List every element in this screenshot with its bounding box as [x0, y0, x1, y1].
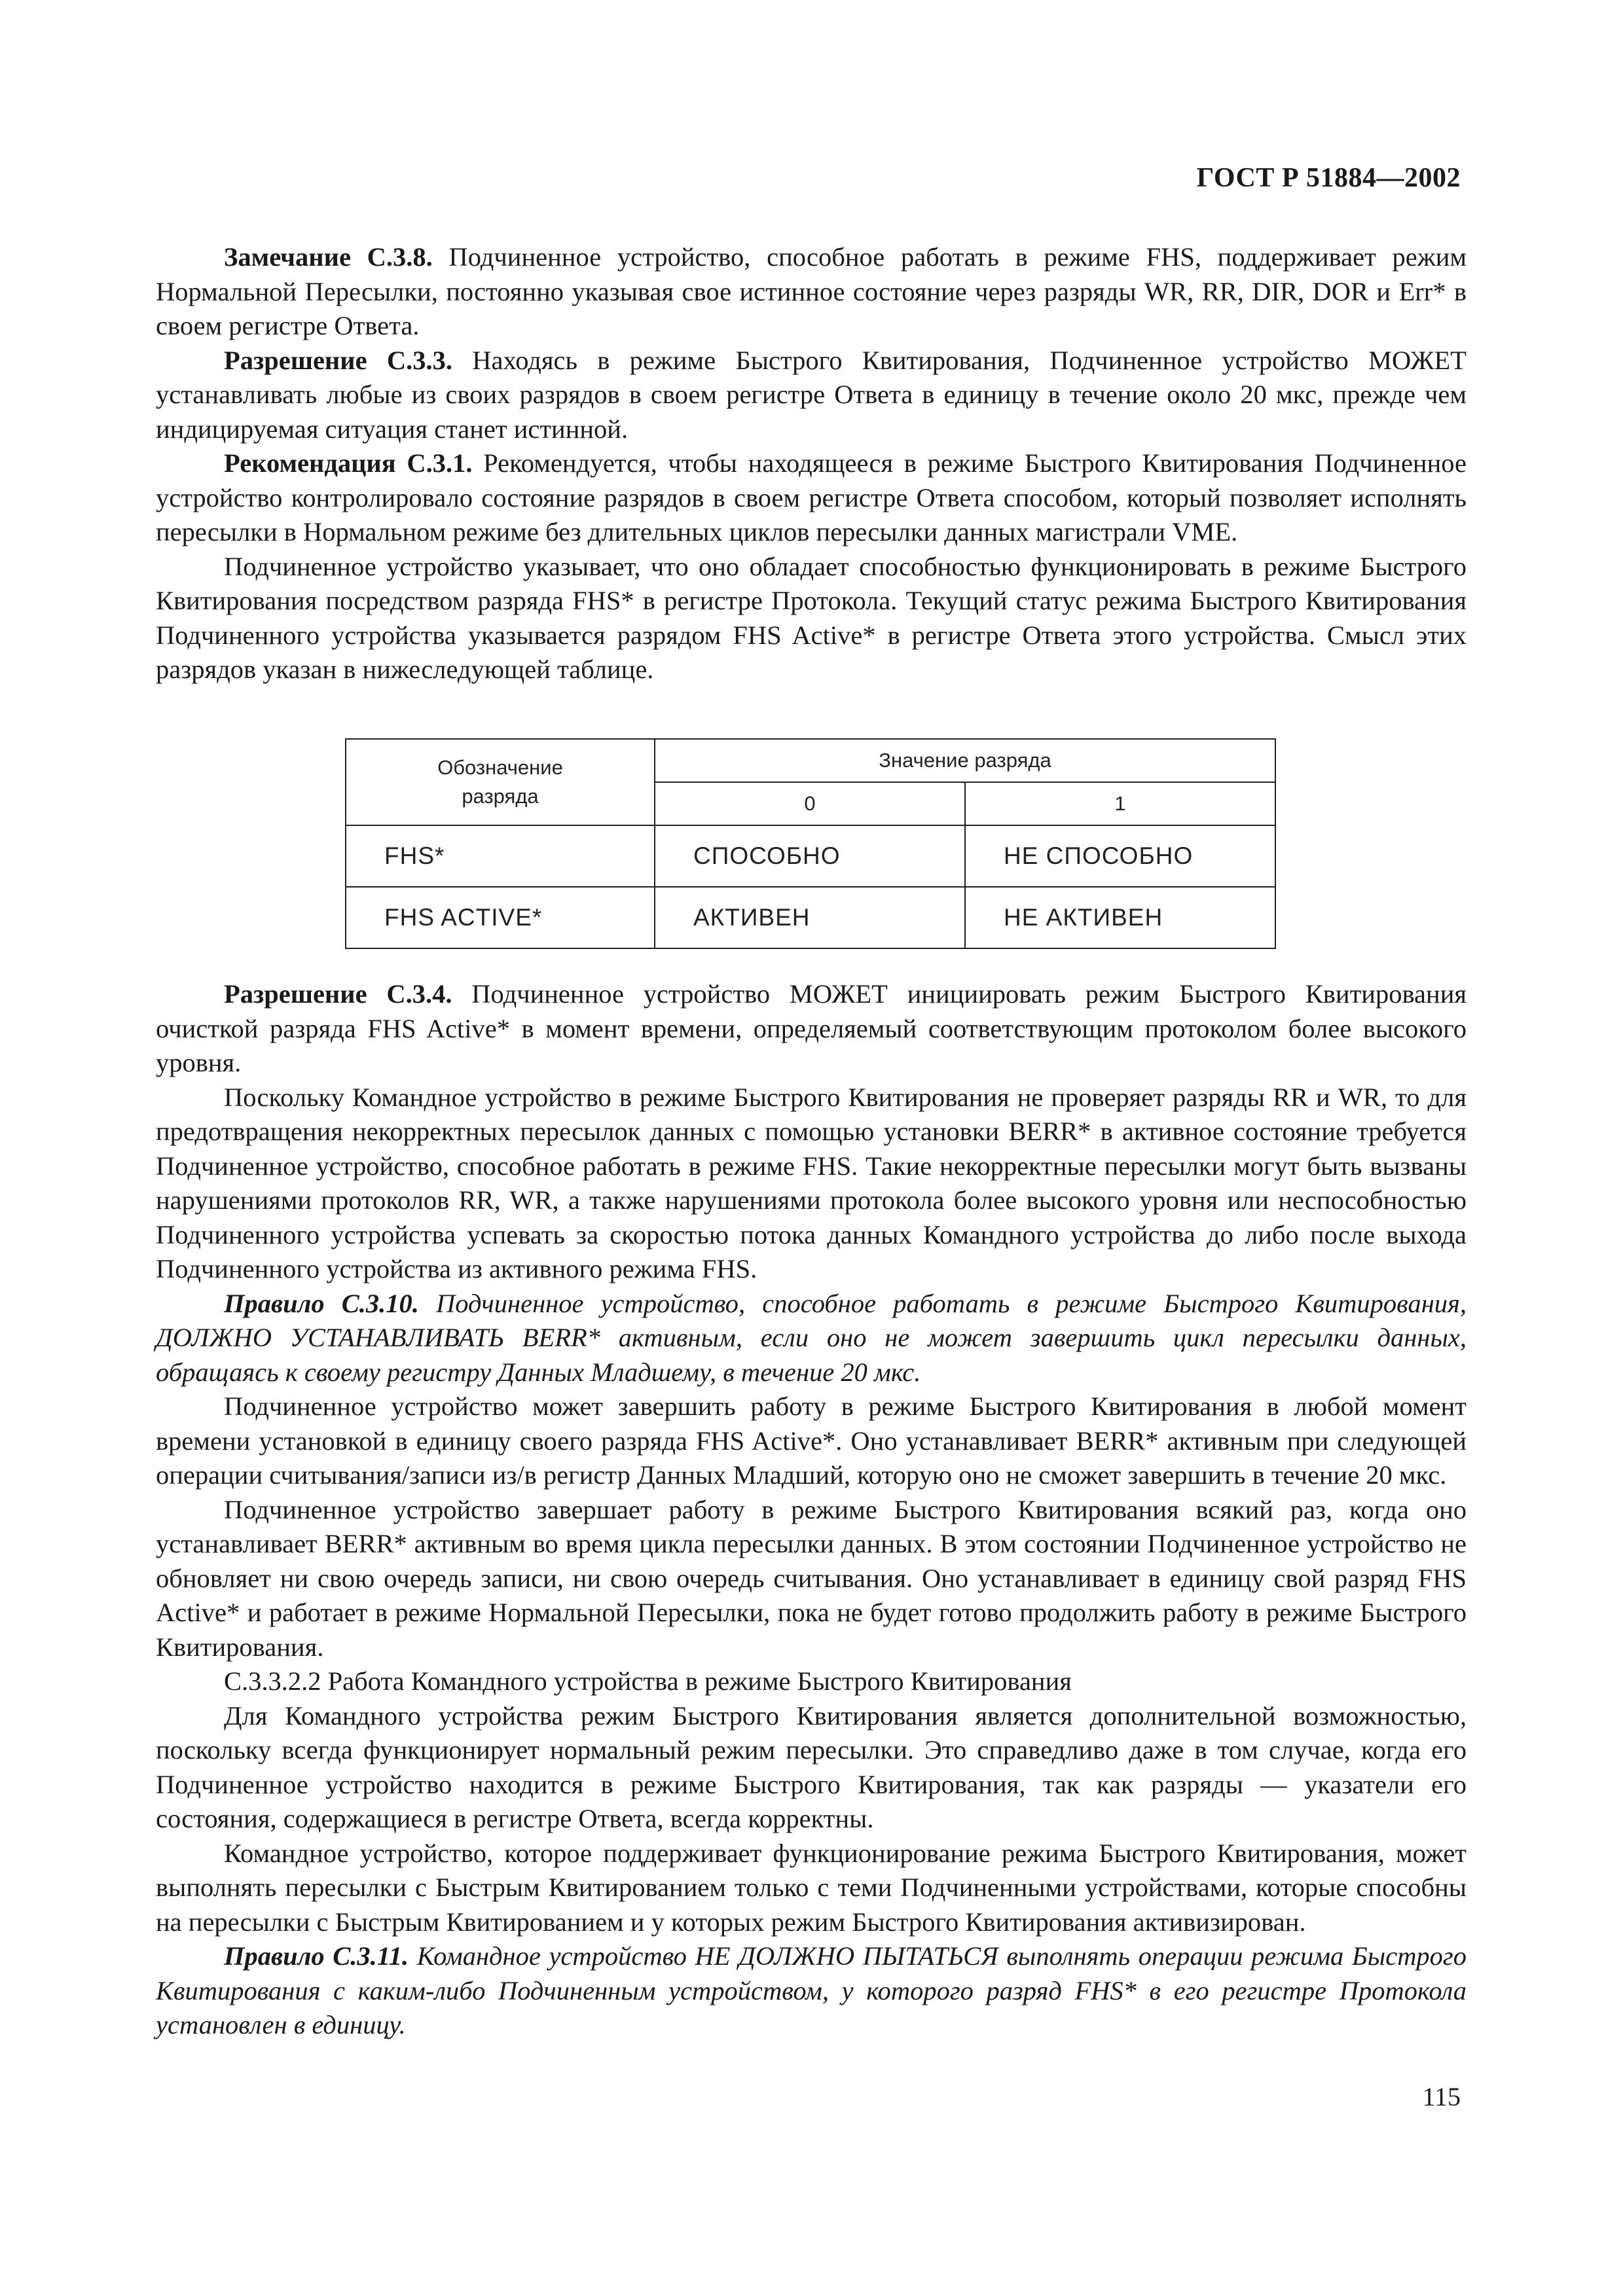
paragraph-master-optional — [156, 1699, 1467, 1837]
paragraph-text: Командное устройство, которое поддерживает функционирование режима Быстрого Квитирования, может выполнять пересылки с Быстрым Квитированием только с теми Подчиненными устройствами, которые способны на пересылки с Быстрым Квитированием и у которых режим Быстрого Квитирования активизирован. — [156, 1838, 1467, 1937]
paragraph-lead: Замечание С.3.8. — [224, 242, 433, 272]
table-row — [346, 825, 1275, 887]
paragraph-lead: Разрешение С.3.4. — [224, 979, 452, 1009]
paragraph-text: Находясь в режиме Быстрого Квитирования, Подчиненное устройство МОЖЕТ устанавливать любые из своих разрядов в своем регистре Ответа в единицу в течение около 20 мкс, прежде чем индицируемая ситуация станет истинной. — [156, 345, 1467, 444]
value-1-cell: НЕ СПОСОБНО — [965, 825, 1275, 887]
paragraph-text: Поскольку Командное устройство в режиме Быстрого Квитирования не проверяет разряды RR и WR, то для предотвращения некорректных пересылок данных с помощью установки BERR* в активное состояние требуется Подчиненное устройство, способное работать в режиме FHS. Такие некорректные пересылки могут быть вызваны нарушениями протоколов RR, WR, а также нарушениями протокола более высокого уровня или неспособностью Подчиненного устройства успевать за скоростью потока данных Командного устройства до либо после выхода Подчиненного устройства из активного режима FHS. — [156, 1082, 1467, 1283]
value-0-cell: СПОСОБНО — [655, 825, 965, 887]
table-row — [346, 887, 1275, 948]
paragraph-master-support — [156, 1837, 1467, 1940]
value-0-cell: АКТИВЕН — [655, 887, 965, 948]
text-block-upper — [156, 240, 1467, 687]
section-heading-c3322 — [156, 1664, 1467, 1699]
paragraph-rr-wr — [156, 1081, 1467, 1287]
paragraph-recommendation-c31 — [156, 446, 1467, 550]
paragraph-lead: Рекомендация С.3.1. — [224, 448, 473, 478]
header-value-0: 0 — [655, 782, 965, 825]
paragraph-permission-c33 — [156, 344, 1467, 447]
paragraph-note-c38 — [156, 240, 1467, 344]
paragraph-permission-c34 — [156, 977, 1467, 1081]
paragraph-text: Рекомендуется, чтобы находящееся в режиме Быстрого Квитирования Подчиненное устройство контролировало состояние разрядов в своем регистре Ответа способом, который позволяет исполнять пересылки в Нормальном режиме без длительных циклов пересылки данных магистрали VME. — [156, 448, 1467, 547]
bit-name-cell: FHS ACTIVE* — [346, 887, 655, 948]
paragraph-text: Подчиненное устройство указывает, что оно обладает способностью функционировать в режиме Быстрого Квитирования посредством разряда FHS* в регистре Протокола. Текущий статус режима Быстрого Квитирования Подчиненного устройства указывается разрядом FHS Active* в регистре Ответа этого устройства. Смысл этих разрядов указан в нижеследующей таблице. — [156, 551, 1467, 684]
header-value: Значение разряда — [655, 739, 1275, 782]
paragraph-rule-c310 — [156, 1287, 1467, 1390]
paragraph-text: Командное устройство НЕ ДОЛЖНО ПЫТАТЬСЯ выполнять операции режима Быстрого Квитирования с каким-либо Подчиненным устройством, у которого разряд FHS* в его регистре Протокола установлен в единицу. — [156, 1941, 1467, 2039]
paragraph-text: Подчиненное устройство, способное работать в режиме FHS, поддерживает режим Нормальной Пересылки, постоянно указывая свое истинное состояние через разряды WR, RR, DIR, DOR и Err* в своем регистре Ответа. — [156, 242, 1467, 340]
page-number: 115 — [1422, 2082, 1461, 2111]
paragraph-rule-c311 — [156, 1939, 1467, 2043]
header-designation: Обозначение разряда — [346, 739, 655, 825]
paragraph-text: С.3.3.2.2 Работа Командного устройства в режиме Быстрого Квитирования — [224, 1666, 1072, 1696]
paragraph-text: Подчиненное устройство может завершить работу в режиме Быстрого Квитирования в любой момент времени установкой в единицу своего разряда FHS Active*. Оно устанавливает BERR* активным при следующей операции считывания/записи из/в регистр Данных Младший, которую оно не сможет завершить в течение 20 мкс. — [156, 1391, 1467, 1490]
bit-name-cell: FHS* — [346, 825, 655, 887]
header-value-1: 1 — [965, 782, 1275, 825]
paragraph-bit-intro — [156, 550, 1467, 687]
paragraph-text: Подчиненное устройство завершает работу в режиме Быстрого Квитирования всякий раз, когда оно устанавливает BERR* активным во время цикла пересылки данных. В этом состоянии Подчиненное устройство не обновляет ни свою очередь записи, ни свою очередь считывания. Оно устанавливает в единицу свой разряд FHS Active* и работает в режиме Нормальной Пересылки, пока не будет готово продолжить работу в режиме Быстрого Квитирования. — [156, 1494, 1467, 1662]
table-header-row — [346, 739, 1275, 782]
standard-designation: ГОСТ Р 51884—2002 — [1196, 163, 1461, 193]
value-1-cell: НЕ АКТИВЕН — [965, 887, 1275, 948]
paragraph-text: Для Командного устройства режим Быстрого Квитирования является дополнительной возможностью, поскольку всегда функционирует нормальный режим пересылки. Это справедливо даже в том случае, когда его Подчиненное устройство находится в режиме Быстрого Квитирования, так как разряды — указатели его состояния, содержащиеся в регистре Ответа, всегда корректны. — [156, 1700, 1467, 1833]
paragraph-lead: Правило С.3.10. — [224, 1288, 419, 1318]
text-block-lower — [156, 977, 1467, 2043]
bit-meaning-table — [345, 738, 1276, 949]
paragraph-lead: Разрешение С.3.3. — [224, 345, 452, 375]
paragraph-fhs-exit — [156, 1390, 1467, 1493]
paragraph-text: Подчиненное устройство МОЖЕТ инициировать режим Быстрого Квитирования очисткой разряда FHS Active* в момент времени, определяемый соответствующим протоколом более высокого уровня. — [156, 979, 1467, 1077]
paragraph-berr-exit — [156, 1493, 1467, 1665]
paragraph-text: Подчиненное устройство, способное работать в режиме Быстрого Квитирования, ДОЛЖНО УСТАНАВЛИВАТЬ BERR* активным, если оно не может завершить цикл пересылки данных, обращаясь к своему регистру Данных Младшему, в течение 20 мкс. — [156, 1288, 1467, 1387]
paragraph-lead: Правило С.3.11. — [224, 1941, 409, 1971]
